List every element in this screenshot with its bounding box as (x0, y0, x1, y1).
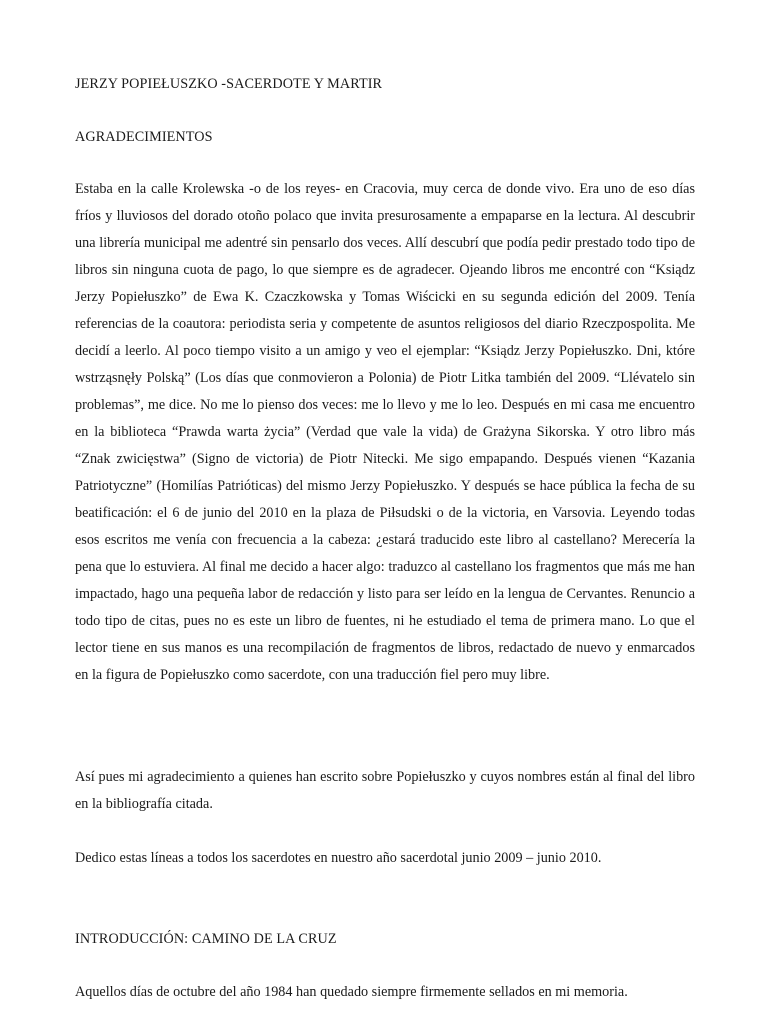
section-heading-introduction: INTRODUCCIÓN: CAMINO DE LA CRUZ (75, 931, 337, 947)
paragraph-introduction-start: Aquellos días de octubre del año 1984 han quedado siempre firmemente sellados en mi memoria. (75, 984, 628, 1000)
paragraph-dedication: Dedico estas líneas a todos los sacerdotes en nuestro año sacerdotal junio 2009 – junio 2010. (75, 850, 602, 866)
paragraph-acknowledgements-body: Estaba en la calle Krolewska -o de los reyes- en Cracovia, muy cerca de donde vivo. Era uno de eso días fríos y lluviosos del dorado otoño polaco que invita presurosamente a empaparse en la lectura. Al descubrir una librería municipal me adentré sin pensarlo dos veces. Allí descubrí que podía pedir prestado todo tipo de libros sin ninguna cuota de pago, lo que siempre es de agradecer. Ojeando libros me encontré con “Ksiądz Jerzy Popiełuszko” de Ewa K. Czaczkowska y Tomas Wiścicki en su segunda edición del 2009. Tenía referencias de la coautora: periodista seria y competente de asuntos religiosos del diario Rzeczpospolita. Me decidí a leerlo. Al poco tiempo visito a un amigo y veo el ejemplar: “Ksiądz Jerzy Popiełuszko. Dni, które wstrząsnęły Polską” (Los días que conmovieron a Polonia) de Piotr Litka también del 2009. “Llévatelo sin problemas”, me dice. No me lo pienso dos veces: me lo llevo y me lo leo. Después en mi casa me encuentro en la biblioteca “Prawda warta życia” (Verdad que vale la vida) de Grażyna Sikorska. Y otro libro más “Znak zwicięstwa” (Signo de victoria) de Piotr Nitecki. Me sigo empapando. Después vienen “Kazania Patriotyczne” (Homilías Patrióticas) del mismo Jerzy Popiełuszko. Y después se hace pública la fecha de su beatificación: el 6 de junio del 2010 en la plaza de Piłsudski o de la victoria, en Varsovia. Leyendo todas esos escritos me venía con frecuencia a la cabeza: ¿estará traducido este libro al castellano? Merecería la pena que lo estuviera. Al final me decido a hacer algo: traduzco al castellano los fragmentos que más me han impactado, hago una pequeña labor de redacción y listo para ser leído en la lengua de Cervantes. Renuncio a todo tipo de citas, pues no es este un libro de fuentes, ni he estudiado el tema de primera mano. Lo que el lector tiene en sus manos es una recompilación de fragmentos de libros, redactado de nuevo y enmarcados en la figura de Popiełuszko como sacerdote, con una traducción fiel pero muy libre. (75, 181, 695, 683)
paragraph-acknowledgements-thanks: Así pues mi agradecimiento a quienes han escrito sobre Popiełuszko y cuyos nombres están al final del libro en la bibliografía citada. (75, 769, 695, 812)
section-heading-acknowledgements: AGRADECIMIENTOS (75, 129, 213, 145)
document-title: JERZY POPIEŁUSZKO -SACERDOTE Y MARTIR (75, 76, 383, 92)
